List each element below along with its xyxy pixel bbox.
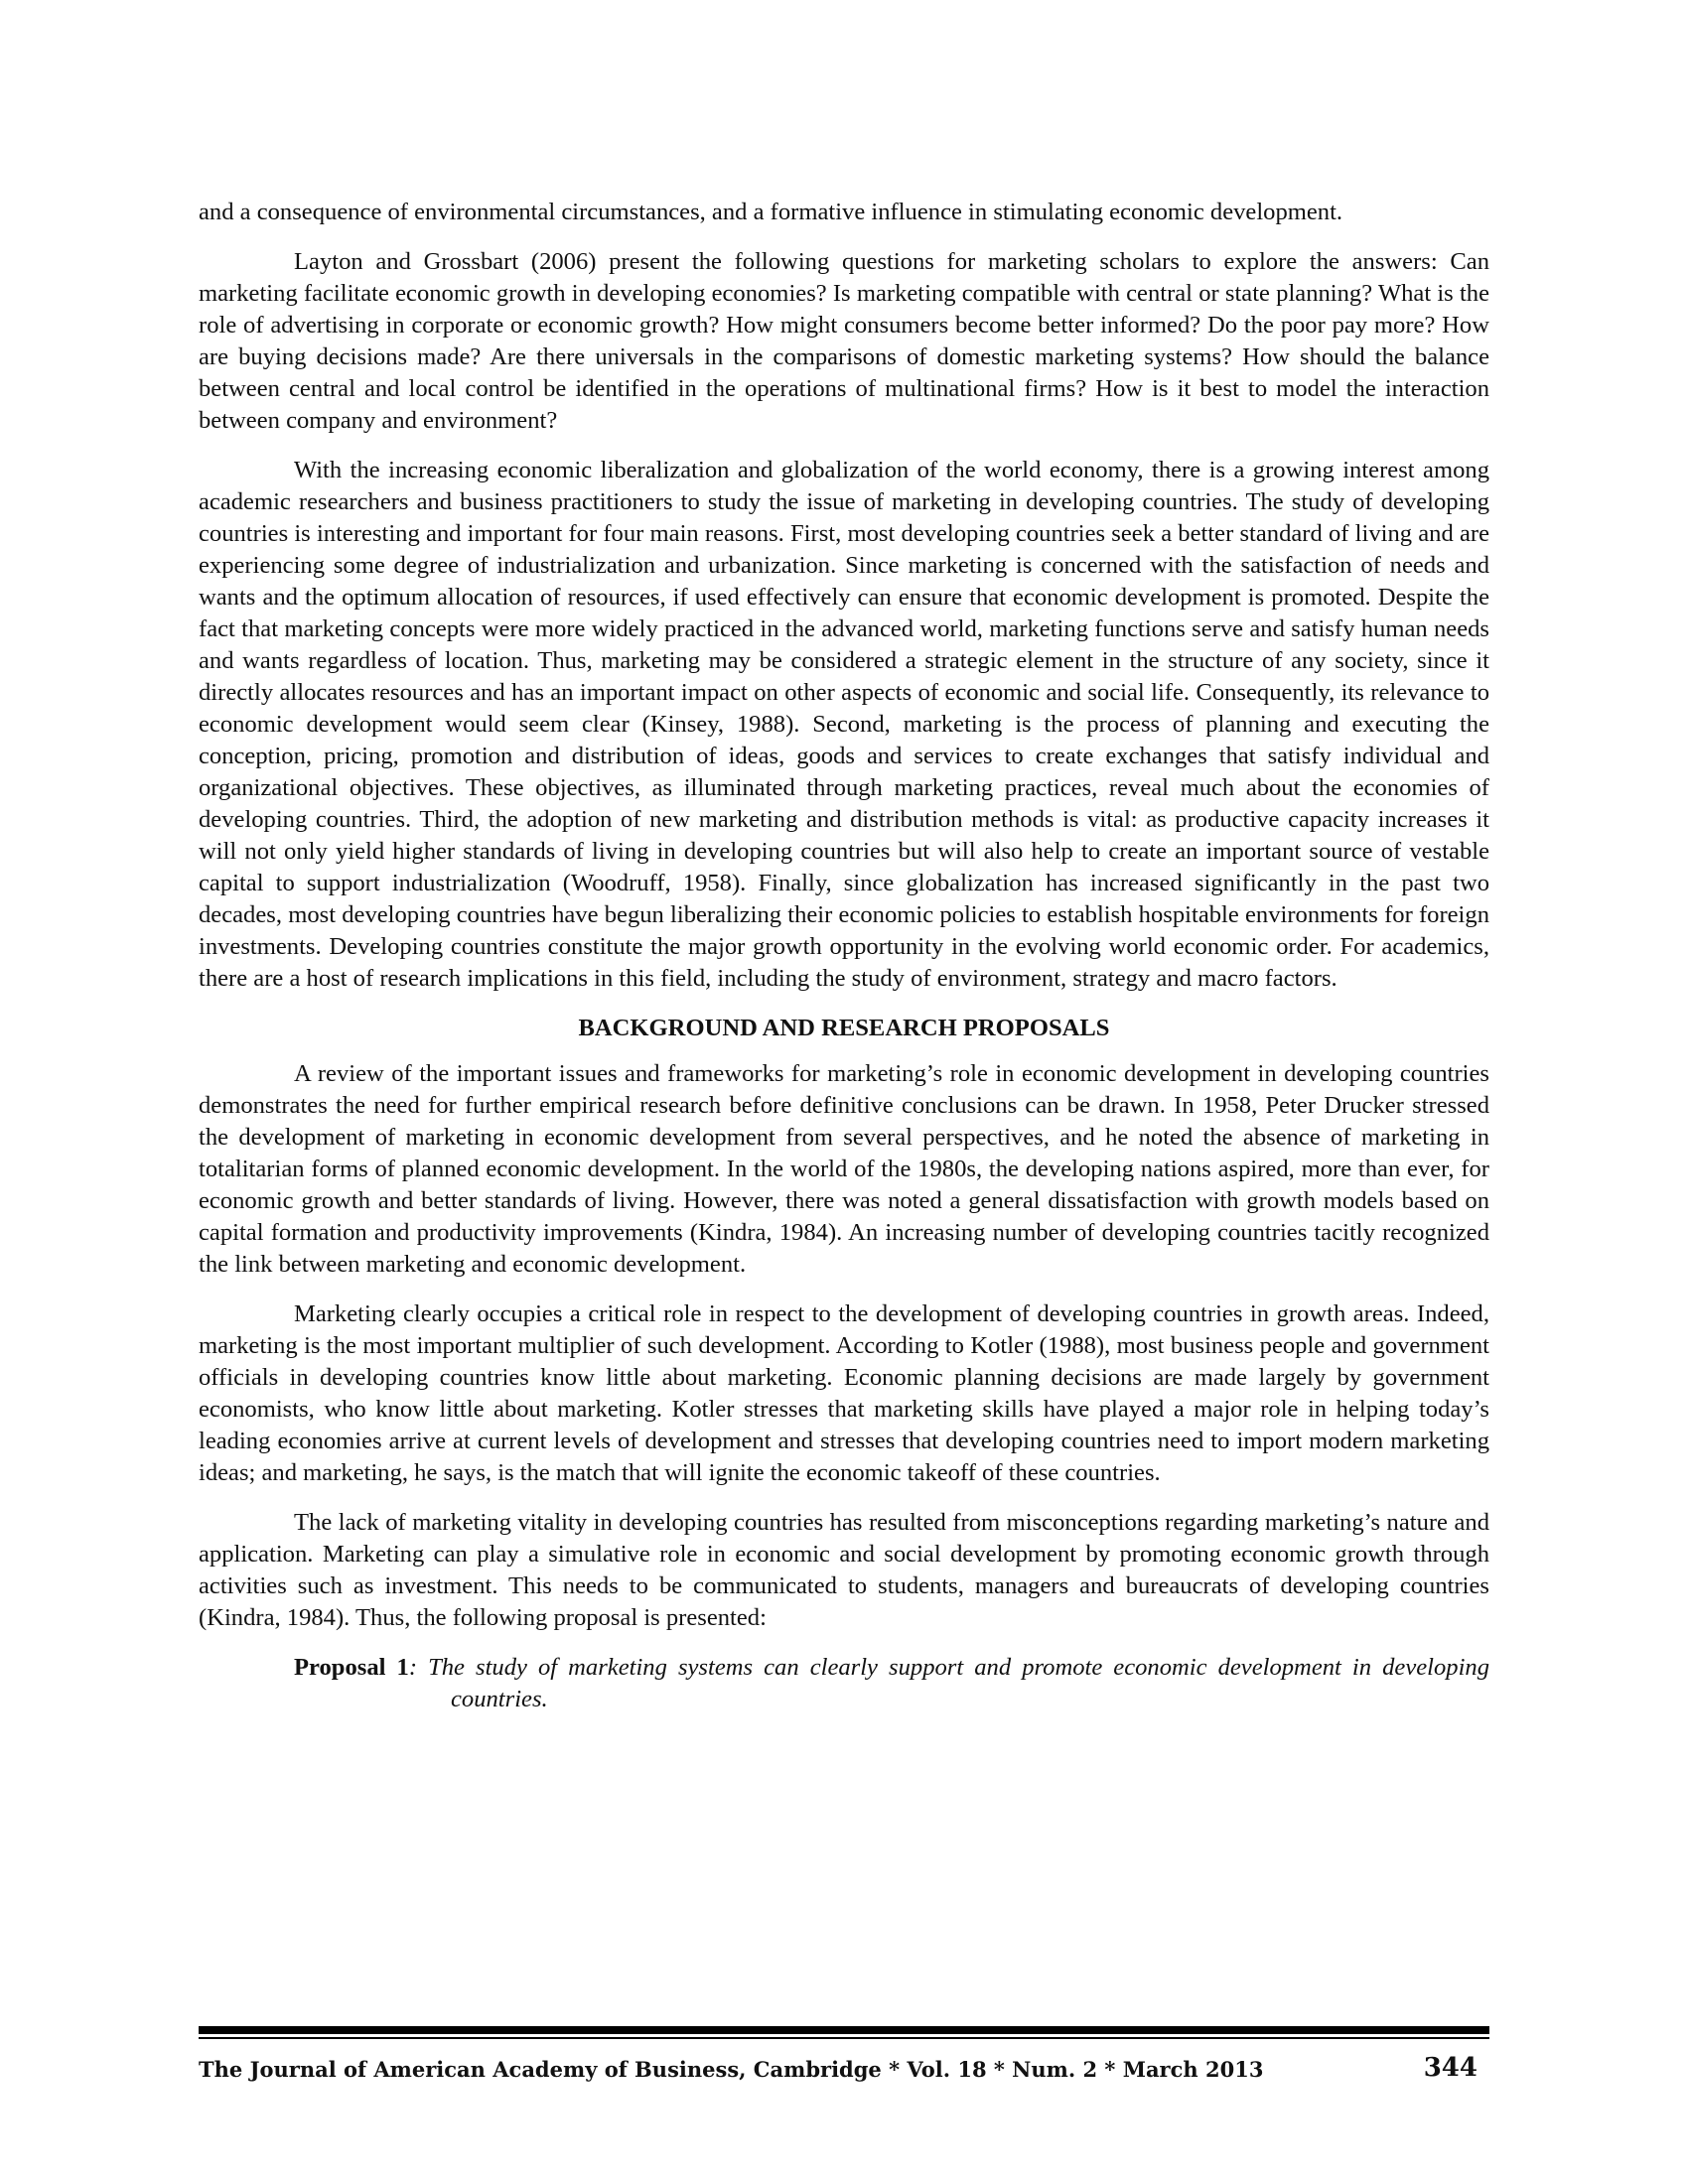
page-body	[199, 197, 1489, 1715]
paragraph-marketing-vitality: The lack of marketing vitality in developing countries has resulted from misconceptions regarding marketing’s nature and application. Marketing can play a simulative role in economic and social development by promoting economic growth through activities such as investment. This needs to be communicated to students, managers and bureaucrats of developing countries (Kindra, 1984). Thus, the following proposal is presented:	[199, 1509, 1489, 1631]
paragraph-liberalization: With the increasing economic liberalization and globalization of the world economy, there is a growing interest among academic researchers and business practitioners to study the issue of marketing in developing countries. The study of developing countries is interesting and important for four main reasons. First, most developing countries seek a better standard of living and are experiencing some degree of industrialization and urbanization. Since marketing is concerned with the satisfaction of needs and wants and the optimum allocation of resources, if used effectively can ensure that economic development is promoted. Despite the fact that marketing concepts were more widely practiced in the advanced world, marketing functions serve and satisfy human needs and wants regardless of location. Thus, marketing may be considered a strategic element in the structure of any society, since it directly allocates resources and has an important impact on other aspects of economic and social life. Consequently, its relevance to economic development would seem clear (Kinsey, 1988). Second, marketing is the process of planning and executing the conception, pricing, promotion and distribution of ideas, goods and services to create exchanges that satisfy individual and organizational objectives. These objectives, as illuminated through marketing practices, reveal much about the economies of developing countries. Third, the adoption of new marketing and distribution methods is vital: as productive capacity increases it will not only yield higher standards of living in developing countries but will also help to create an important source of vestable capital to support industrialization (Woodruff, 1958). Finally, since globalization has increased significantly in the past two decades, most developing countries have begun liberalizing their economic policies to establish hospitable environments for foreign investments. Developing countries constitute the major growth opportunity in the evolving world economic order. For academics, there are a host of research implications in this field, including the study of environment, strategy and macro factors.	[199, 457, 1489, 992]
proposal-label: Proposal 1	[294, 1654, 409, 1681]
journal-citation: The Journal of American Academy of Business, Cambridge * Vol. 18 * Num. 2 * March 2013	[199, 2057, 1264, 2082]
paragraph-review: A review of the important issues and frameworks for marketing’s role in economic development in developing countries demonstrates the need for further empirical research before definitive conclusions can be drawn. In 1958, Peter Drucker stressed the development of marketing in economic development from several perspectives, and he noted the absence of marketing in totalitarian forms of planned economic development. In the world of the 1980s, the developing nations aspired, more than ever, for economic growth and better standards of living. However, there was noted a general dissatisfaction with growth models based on capital formation and productivity improvements (Kindra, 1984). An increasing number of developing countries tacitly recognized the link between marketing and economic development.	[199, 1060, 1489, 1278]
proposal-text: : The study of marketing systems can clearly support and promote economic development in developing countries.	[408, 1654, 1490, 1712]
paragraph-marketing-role: Marketing clearly occupies a critical role in respect to the development of developing countries in growth areas. Indeed, marketing is the most important multiplier of such development. According to Kotler (1988), most business people and government officials in developing countries know little about marketing. Economic planning decisions are made largely by government economists, who know little about marketing. Kotler stresses that marketing skills have played a major role in helping today’s leading economies arrive at current levels of development and stresses that developing countries need to import modern marketing ideas; and marketing, he says, is the match that will ignite the economic takeoff of these countries.	[199, 1300, 1489, 1486]
footer-rule-thick	[199, 2026, 1489, 2034]
page-footer	[199, 2051, 1489, 2087]
proposal-1	[294, 1652, 1489, 1715]
section-heading: BACKGROUND AND RESEARCH PROPOSALS	[578, 1015, 1110, 1041]
footer-rule-thin	[199, 2037, 1489, 2039]
paragraph-continuation: and a consequence of environmental circumstances, and a formative influence in stimulating economic development.	[199, 199, 1343, 225]
page-number: 344	[1423, 2053, 1477, 2083]
paragraph-layton-grossbart: Layton and Grossbart (2006) present the following questions for marketing scholars to explore the answers: Can marketing facilitate economic growth in developing economies? Is marketing compatible with central or state planning? What is the role of advertising in corporate or economic growth? How might consumers become better informed? Do the poor pay more? How are buying decisions made? Are there universals in the comparisons of domestic marketing systems? How should the balance between central and local control be identified in the operations of multinational firms? How is it best to model the interaction between company and environment?	[199, 248, 1489, 434]
